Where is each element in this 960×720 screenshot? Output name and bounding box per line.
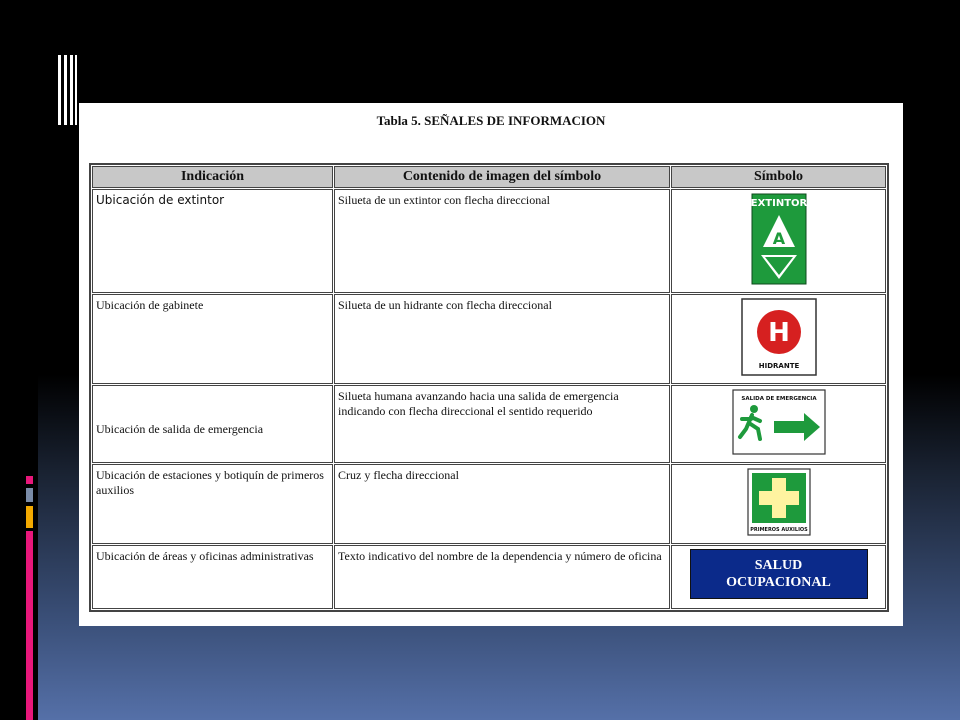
- information-signs-table: [89, 163, 889, 612]
- cell-simbolo: [671, 385, 886, 463]
- accent-bar-orange: [26, 506, 33, 528]
- table-row: [92, 464, 886, 544]
- cell-contenido: Silueta de un extintor con flecha direccional: [334, 189, 670, 293]
- extintor-sign-label: EXTINTOR: [750, 198, 807, 209]
- auxilios-sign-label: PRIMEROS AUXILIOS: [749, 527, 808, 533]
- hidrante-sign-icon: [741, 298, 817, 376]
- extintor-sign-letter: A: [772, 229, 785, 248]
- table-row: [92, 545, 886, 609]
- header-contenido: Contenido de imagen del símbolo: [334, 166, 670, 188]
- cell-indicacion: Ubicación de extintor: [92, 189, 333, 293]
- primeros-auxilios-sign-icon: [747, 468, 811, 536]
- cell-simbolo: [671, 464, 886, 544]
- salud-sign-line2: OCUPACIONAL: [726, 575, 831, 590]
- accent-bar-gray: [26, 488, 33, 502]
- cell-simbolo: [671, 294, 886, 384]
- cell-indicacion: Ubicación de salida de emergencia: [92, 385, 333, 463]
- decorative-lines: [58, 55, 78, 125]
- cell-simbolo: [671, 189, 886, 293]
- cell-indicacion: Ubicación de áreas y oficinas administrativas: [92, 545, 333, 609]
- salida-sign-label: SALIDA DE EMERGENCIA: [740, 396, 817, 402]
- table-title: Tabla 5. SEÑALES DE INFORMACION: [376, 113, 606, 128]
- cell-contenido: Texto indicativo del nombre de la dependencia y número de oficina: [334, 545, 670, 609]
- table-row: [92, 189, 886, 293]
- hidrante-sign-letter: H: [767, 318, 790, 348]
- salud-ocupacional-sign: [690, 549, 868, 599]
- cell-contenido: Cruz y flecha direccional: [334, 464, 670, 544]
- hidrante-sign-label: HIDRANTE: [758, 362, 799, 370]
- header-simbolo: Símbolo: [671, 166, 886, 188]
- cell-contenido: Silueta humana avanzando hacia una salida de emergencia indicando con flecha direccional el sentido requerido: [334, 385, 670, 463]
- cell-contenido: Silueta de un hidrante con flecha direccional: [334, 294, 670, 384]
- document-image: [79, 103, 903, 626]
- accent-bar-pink-top: [26, 476, 33, 484]
- table-header-row: [92, 166, 886, 188]
- accent-bar-pink: [26, 531, 33, 720]
- header-indicacion: Indicación: [92, 166, 333, 188]
- table-row: [92, 294, 886, 384]
- salida-emergencia-sign-icon: [732, 389, 826, 455]
- extintor-sign-icon: [751, 193, 807, 285]
- table-row: [92, 385, 886, 463]
- salud-sign-line1: SALUD: [754, 558, 803, 573]
- cell-simbolo: [671, 545, 886, 609]
- cell-indicacion: Ubicación de gabinete: [92, 294, 333, 384]
- cell-indicacion: Ubicación de estaciones y botiquín de primeros auxilios: [92, 464, 333, 544]
- left-accent-bars: [26, 476, 34, 720]
